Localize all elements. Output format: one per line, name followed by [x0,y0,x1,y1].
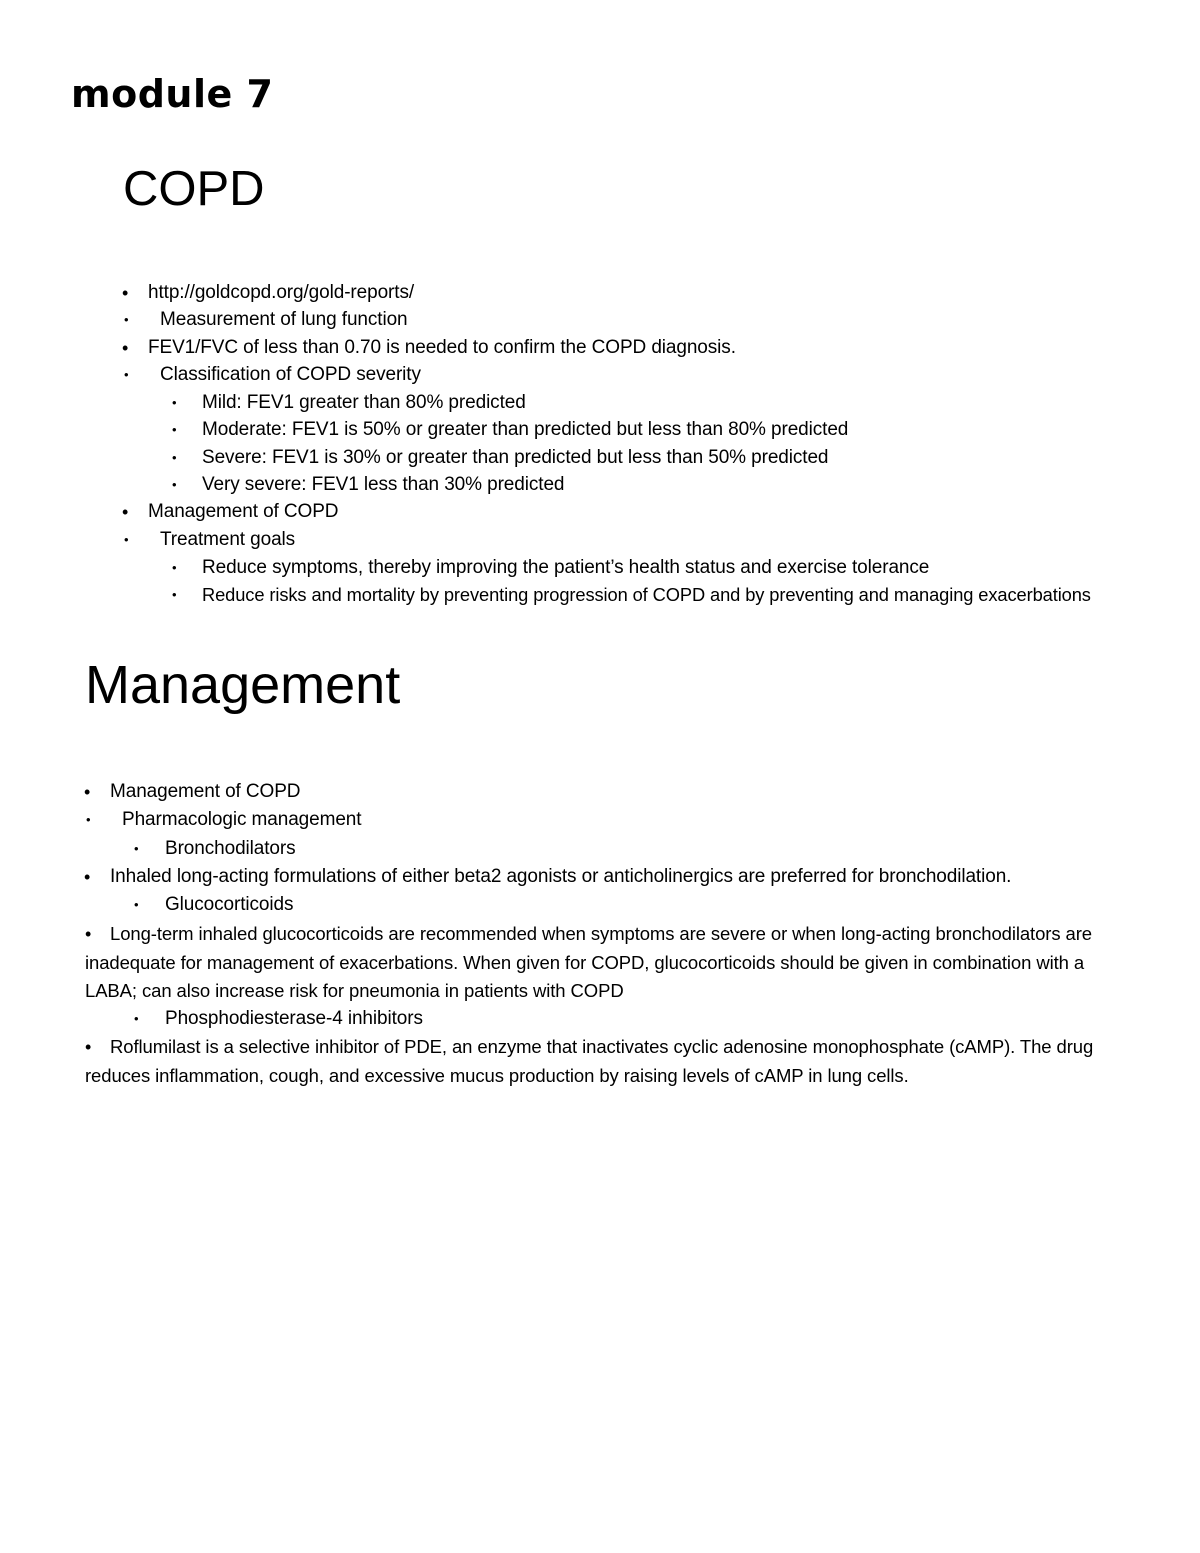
management-bullet-5-text: Glucocorticoids [165,894,294,915]
document-title: module 7 [71,72,274,116]
copd-bullet-10-text: Treatment goals [160,529,296,550]
bullet-marker: • [172,560,177,575]
bullet-marker: • [124,312,129,327]
bullet-marker: • [134,841,139,856]
bullet-marker: • [134,897,139,912]
bullet-marker: • [86,812,91,827]
bullet-marker: • [172,422,177,437]
bullet-marker: • [172,477,177,492]
management-bullet-3-text: Bronchodilators [165,838,296,859]
management-bullet-8-line-2: reduces inflammation, cough, and excessive mucus production by raising levels of cAMP in lung cells. [85,1065,909,1086]
management-slide-heading: Management [85,655,401,715]
copd-bullet-11-text: Reduce symptoms, thereby improving the patient’s health status and exercise tolerance [202,557,930,578]
bullet-marker: • [85,924,92,944]
bullet-marker: • [84,782,91,802]
copd-bullet-6-text: Moderate: FEV1 is 50% or greater than predicted but less than 80% predicted [202,419,849,440]
bullet-marker: • [122,283,129,303]
management-bullet-6-line-2: inadequate for management of exacerbations. When given for COPD, glucocorticoids should be given in combination with a [85,952,1085,973]
management-bullet-6-line-3: LABA; can also increase risk for pneumonia in patients with COPD [85,980,624,1001]
bullet-marker: • [122,502,129,522]
copd-bullet-3-text: FEV1/FVC of less than 0.70 is needed to confirm the COPD diagnosis. [148,337,736,358]
copd-bullet-1-text: http://goldcopd.org/gold-reports/ [148,282,415,303]
management-bullet-4-text: Inhaled long-acting formulations of either beta2 agonists or anticholinergics are preferred for bronchodilation. [110,866,1012,887]
copd-slide-heading: COPD [123,162,265,216]
management-bullet-1-text: Management of COPD [110,781,301,802]
management-bullet-7-text: Phosphodiesterase-4 inhibitors [165,1008,423,1029]
copd-bullet-4-text: Classification of COPD severity [160,364,421,385]
bullet-marker: • [124,532,129,547]
management-bullet-2-text: Pharmacologic management [122,809,362,830]
copd-bullet-9-text: Management of COPD [148,501,339,522]
bullet-marker: • [172,587,177,602]
bullet-marker: • [172,450,177,465]
bullet-marker: • [122,338,129,358]
copd-bullet-7-text: Severe: FEV1 is 30% or greater than predicted but less than 50% predicted [202,447,829,468]
copd-bullet-2-text: Measurement of lung function [160,309,408,330]
bullet-marker: • [172,395,177,410]
bullet-marker: • [124,367,129,382]
copd-bullet-8-text: Very severe: FEV1 less than 30% predicted [202,474,565,495]
bullet-marker: • [84,867,91,887]
management-bullet-6-line-1: Long-term inhaled glucocorticoids are recommended when symptoms are severe or when long-acting bronchodilators are [110,923,1092,944]
copd-bullet-12-text: Reduce risks and mortality by preventing progression of COPD and by preventing and managing exacerbations [202,584,1091,605]
management-bullet-8-line-1: Roflumilast is a selective inhibitor of PDE, an enzyme that inactivates cyclic adenosine monophosphate (cAMP). The drug [110,1036,1094,1057]
bullet-marker: • [85,1037,92,1057]
copd-bullet-5-text: Mild: FEV1 greater than 80% predicted [202,392,526,413]
bullet-marker: • [134,1011,139,1026]
